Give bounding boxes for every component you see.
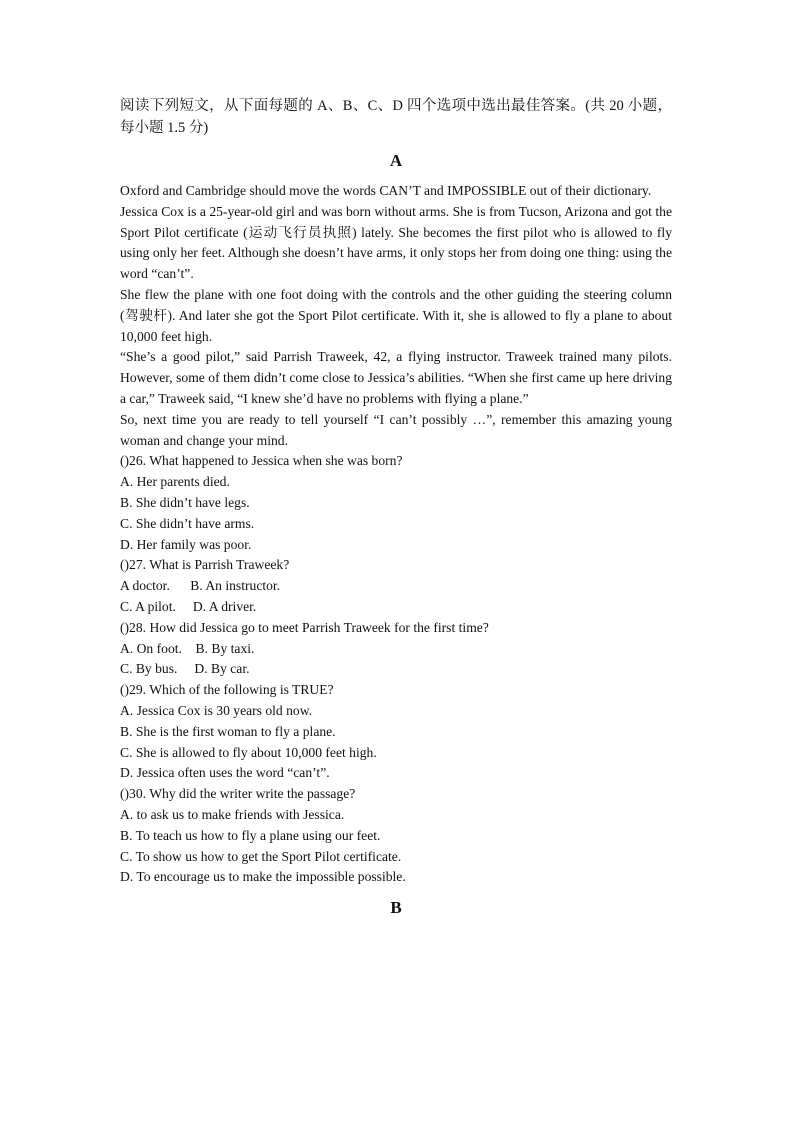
passage-paragraph: Jessica Cox is a 25-year-old girl and was born without arms. She is from Tucson, Arizona and got the Sport Pilot certificate (运动飞行员执照) lately. She becomes the first pilot who is allowed to fly using only her feet. Although she doesn’t have arms, it only stops her from doing one thing: using the word “can’t”.: [120, 203, 672, 282]
answer-option: D. Jessica often uses the word “can’t”.: [120, 765, 330, 781]
section-a-title: A: [389, 151, 403, 170]
question-27: [120, 555, 672, 617]
passage-paragraph: “She’s a good pilot,” said Parrish Traweek, 42, a flying instructor. Traweek trained many pilots. However, some of them didn’t come close to Jessica’s abilities. “When she first came up here driving a car,” Traweek said, “I knew she’d have no problems with flying a plane.”: [120, 349, 672, 406]
question-30: [120, 784, 672, 888]
passage-paragraph: Oxford and Cambridge should move the words CAN’T and IMPOSSIBLE out of their dictionary.: [120, 183, 652, 198]
instructions: 阅读下列短文，从下面每题的 A、B、C、D 四个选项中选出最佳答案。(共 20 小题，每小题 1.5 分): [120, 98, 672, 136]
answer-option: A doctor. B. An instructor.: [120, 578, 281, 594]
answer-option: A. Jessica Cox is 30 years old now.: [120, 702, 313, 718]
answer-option: A. to ask us to make friends with Jessica.: [120, 806, 345, 822]
answer-option: C. A pilot. D. A driver.: [120, 598, 257, 614]
question-stem: ()27. What is Parrish Traweek?: [120, 557, 290, 573]
document-page: [120, 95, 672, 928]
question-stem: ()26. What happened to Jessica when she was born?: [120, 453, 403, 469]
answer-option: B. To teach us how to fly a plane using our feet.: [120, 827, 381, 843]
question-26: [120, 451, 672, 555]
passage-paragraph: So, next time you are ready to tell yourself “I can’t possibly …”, remember this amazing young woman and change your mind.: [120, 411, 672, 448]
answer-option: D. To encourage us to make the impossible possible.: [120, 869, 406, 885]
passage-paragraph: She flew the plane with one foot doing with the controls and the other guiding the steering column (驾驶杆). And later she got the Sport Pilot certificate. With it, she is allowed to fly a plane to about 10,000 feet high.: [120, 286, 672, 344]
section-b-title: B: [390, 898, 402, 918]
question-29: [120, 680, 672, 784]
question-stem: ()29. Which of the following is TRUE?: [120, 682, 334, 698]
answer-option: C. She is allowed to fly about 10,000 feet high.: [120, 744, 377, 760]
answer-option: A. On foot. B. By taxi.: [120, 640, 255, 656]
answer-option: B. She didn’t have legs.: [120, 494, 250, 510]
answer-option: C. She didn’t have arms.: [120, 515, 255, 531]
answer-option: C. By bus. D. By car.: [120, 661, 250, 677]
question-28: [120, 618, 672, 680]
answer-option: A. Her parents died.: [120, 474, 230, 490]
answer-option: B. She is the first woman to fly a plane.: [120, 723, 336, 739]
question-stem: ()30. Why did the writer write the passage?: [120, 786, 356, 802]
answer-option: D. Her family was poor.: [120, 536, 252, 552]
question-stem: ()28. How did Jessica go to meet Parrish Traweek for the first time?: [120, 619, 489, 635]
answer-option: C. To show us how to get the Sport Pilot certificate.: [120, 848, 402, 864]
